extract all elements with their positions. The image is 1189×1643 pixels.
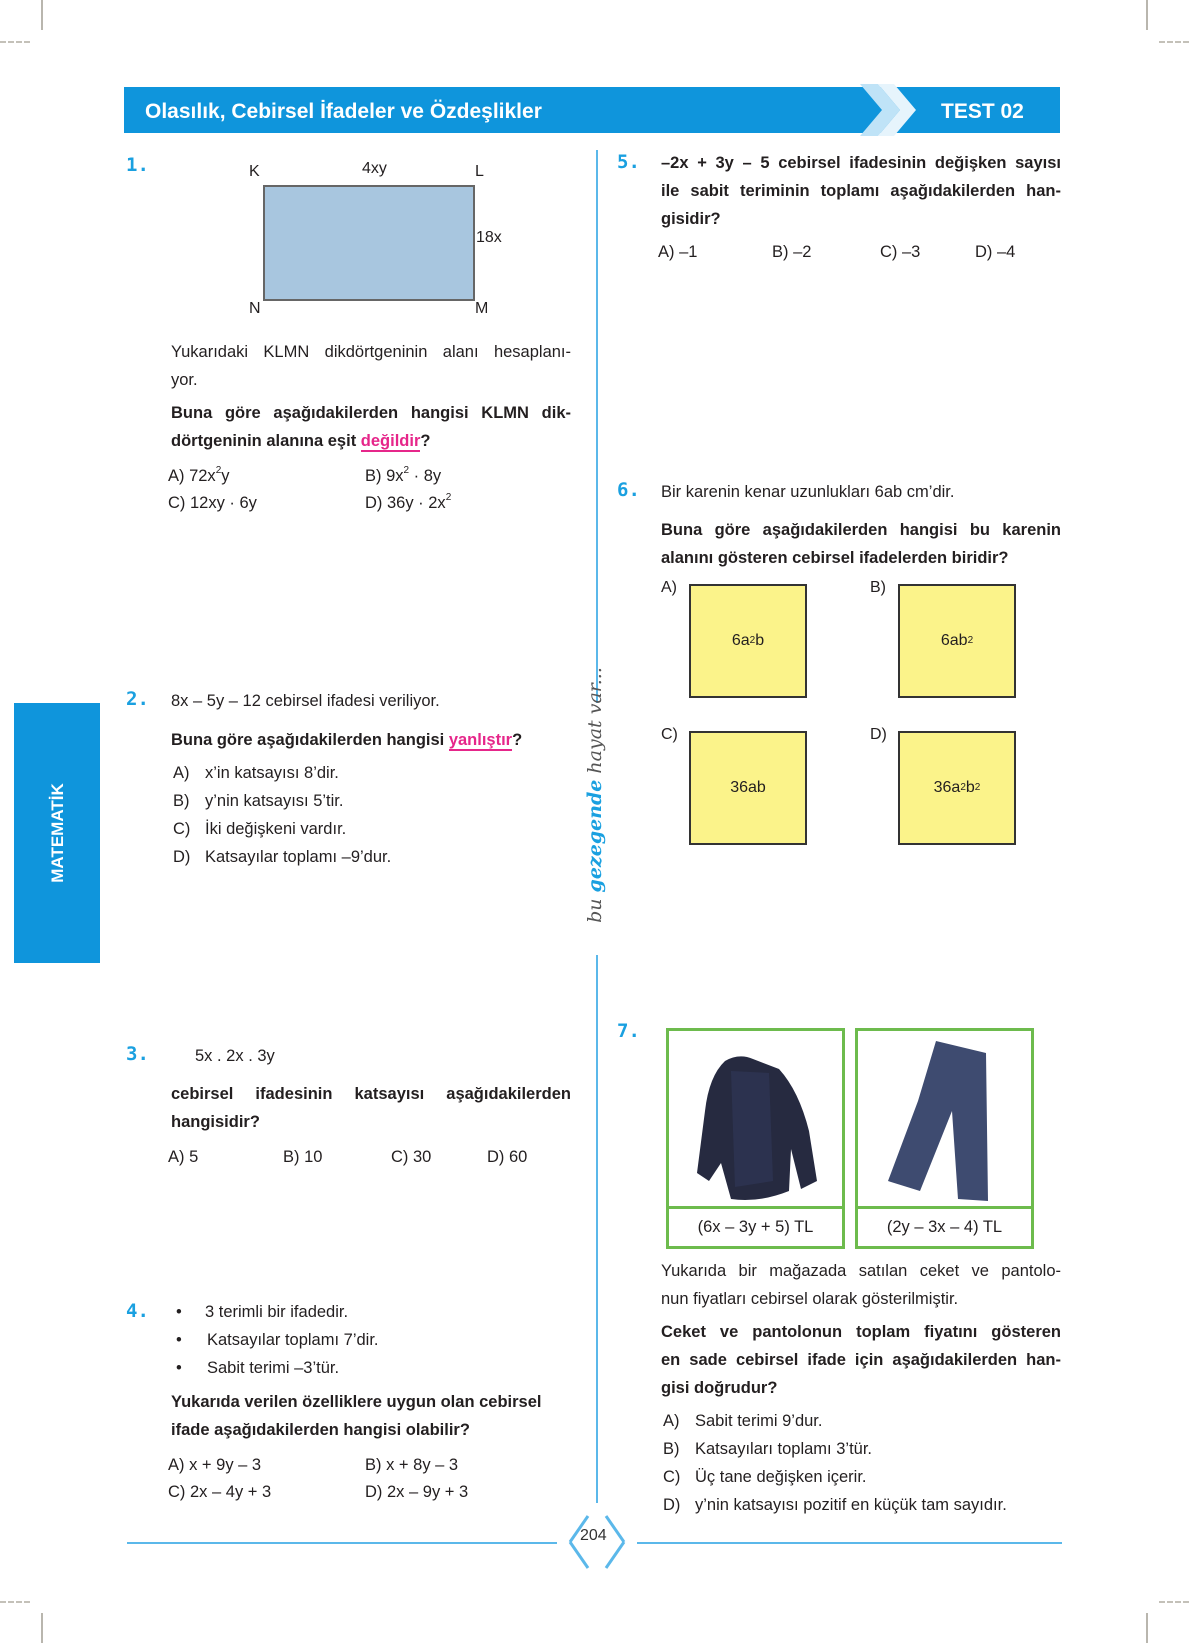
option-c[interactable]: C) 2x – 4y + 3 bbox=[168, 1483, 272, 1501]
question-stem: yor. bbox=[171, 371, 198, 389]
option-c-label: C) bbox=[661, 726, 678, 743]
slogan: bu gezegende hayat var... bbox=[584, 667, 606, 923]
question-prompt: Buna göre aşağıdakilerden hangisi bu karenin bbox=[661, 521, 1061, 539]
test-label: TEST 02 bbox=[941, 100, 1024, 123]
rectangle-klmn bbox=[263, 185, 475, 301]
corner-label-m: M bbox=[475, 300, 489, 317]
option-b-label: B) bbox=[870, 579, 886, 596]
question-number: 4. bbox=[126, 1300, 149, 1322]
option-b[interactable]: B) y’nin katsayısı 5’tir. bbox=[173, 792, 344, 810]
option-c[interactable]: C) 12xy · 6y bbox=[168, 494, 257, 512]
option-a[interactable]: A) x’in katsayısı 8’dir. bbox=[173, 764, 339, 782]
option-d-label: D) bbox=[870, 726, 887, 743]
page-number: 204 bbox=[580, 1527, 607, 1544]
crop-mark bbox=[1159, 1601, 1189, 1603]
corner-label-n: N bbox=[249, 300, 261, 317]
option-b[interactable]: B) x + 8y – 3 bbox=[365, 1456, 459, 1474]
question-stem: nun fiyatları cebirsel olarak gösterilmiştir. bbox=[661, 1290, 959, 1308]
option-d[interactable]: D) y’nin katsayısı pozitif en küçük tam sayıdır. bbox=[663, 1496, 1007, 1514]
crop-mark bbox=[41, 1613, 43, 1643]
question-prompt: Buna göre aşağıdakilerden hangisi yanlıştır? bbox=[171, 731, 523, 749]
option-a[interactable]: A) $72x^2y$ bbox=[168, 465, 230, 485]
crop-mark bbox=[1146, 1613, 1148, 1643]
question-number: 5. bbox=[617, 151, 640, 173]
option-a[interactable]: A) –1 bbox=[658, 243, 698, 261]
crop-mark bbox=[0, 1601, 30, 1603]
option-b[interactable]: B) $9x^2 \cdot 8y$ bbox=[365, 465, 442, 485]
crop-mark bbox=[1159, 41, 1189, 43]
option-c-square[interactable]: 36ab bbox=[689, 731, 807, 845]
emphasis: yanlıştır bbox=[448, 731, 513, 749]
option-d-square[interactable]: 36a 2 b 2 bbox=[898, 731, 1016, 845]
question-number: 7. bbox=[617, 1020, 640, 1042]
option-b-square[interactable]: 6ab 2 bbox=[898, 584, 1016, 698]
pants-price: (2y – 3x – 4) TL bbox=[855, 1206, 1034, 1249]
emphasis: değildir bbox=[360, 432, 421, 450]
footer-rule bbox=[127, 1542, 557, 1544]
option-c[interactable]: C) –3 bbox=[880, 243, 921, 261]
subject-label: MATEMATİK bbox=[48, 783, 67, 883]
corner-label-l: L bbox=[475, 163, 484, 180]
crop-mark bbox=[0, 41, 30, 43]
option-d[interactable]: D) –4 bbox=[975, 243, 1016, 261]
question-number: 6. bbox=[617, 479, 640, 501]
question-prompt: –2x + 3y – 5 cebirsel ifadesinin değişken sayısı bbox=[661, 154, 1061, 172]
corner-label-k: K bbox=[249, 163, 260, 180]
bullet-item: • 3 terimli bir ifadedir. bbox=[176, 1298, 348, 1326]
question-stem: Bir karenin kenar uzunlukları 6ab cm’dir. bbox=[661, 483, 955, 501]
column-divider bbox=[596, 955, 598, 1503]
question-stem: Yukarıda bir mağazada satılan ceket ve pantolo- bbox=[661, 1262, 1061, 1280]
option-c[interactable]: C) İki değişkeni vardır. bbox=[173, 820, 347, 838]
crop-mark bbox=[41, 0, 43, 30]
crop-mark bbox=[1146, 0, 1148, 30]
question-prompt: ile sabit teriminin toplamı aşağıdakilerden han- bbox=[661, 182, 1061, 200]
question-prompt: cebirsel ifadesinin katsayısı aşağıdakilerden bbox=[171, 1085, 571, 1103]
jacket-price: (6x – 3y + 5) TL bbox=[666, 1206, 845, 1249]
column-divider bbox=[596, 150, 598, 703]
question-prompt: dörtgeninin alanına eşit değildir? bbox=[171, 432, 431, 450]
question-prompt: hangisidir? bbox=[171, 1113, 260, 1131]
question-prompt: gisidir? bbox=[661, 210, 721, 228]
option-d[interactable]: D) 2x – 9y + 3 bbox=[365, 1483, 469, 1501]
question-prompt: en sade cebirsel ifade için aşağıdakilerden han- bbox=[661, 1351, 1061, 1369]
question-stem: Yukarıdaki KLMN dikdörtgeninin alanı hesaplanı- bbox=[171, 343, 571, 361]
question-prompt: ifade aşağıdakilerden hangisi olabilir? bbox=[171, 1421, 470, 1439]
bullet-icon: • bbox=[176, 1331, 182, 1349]
pants-icon bbox=[858, 1031, 1031, 1212]
jacket-icon bbox=[669, 1031, 842, 1212]
bullet-item: • Katsayılar toplamı 7’dir. bbox=[176, 1326, 379, 1354]
pants-image-frame bbox=[855, 1028, 1034, 1215]
option-a[interactable]: A) Sabit terimi 9’dur. bbox=[663, 1412, 823, 1430]
option-b[interactable]: B) Katsayıları toplamı 3’tür. bbox=[663, 1440, 872, 1458]
bullet-item: • Sabit terimi –3’tür. bbox=[176, 1354, 339, 1382]
question-prompt: Ceket ve pantolonun toplam fiyatını gösteren bbox=[661, 1323, 1061, 1341]
option-c[interactable]: C) Üç tane değişken içerir. bbox=[663, 1468, 867, 1486]
option-a[interactable]: A) x + 9y – 3 bbox=[168, 1456, 262, 1474]
page-title: Olasılık, Cebirsel İfadeler ve Özdeşlikler bbox=[145, 100, 542, 123]
option-a-label: A) bbox=[661, 579, 677, 596]
side-label-right: 18x bbox=[476, 229, 502, 246]
option-a-square[interactable]: 6a 2 b bbox=[689, 584, 807, 698]
bullet-icon: • bbox=[176, 1359, 182, 1377]
footer-rule bbox=[637, 1542, 1062, 1544]
option-d[interactable]: D) Katsayılar toplamı –9’dur. bbox=[173, 848, 392, 866]
question-number: 3. bbox=[126, 1043, 149, 1065]
option-a[interactable]: A) 5 bbox=[168, 1148, 199, 1166]
bullet-icon: • bbox=[176, 1303, 182, 1321]
question-prompt: Yukarıda verilen özelliklere uygun olan cebirsel bbox=[171, 1393, 542, 1411]
option-b[interactable]: B) 10 bbox=[283, 1148, 323, 1166]
option-d[interactable]: D) $36y \cdot 2x^2$ bbox=[365, 492, 452, 512]
side-label-top: 4xy bbox=[362, 160, 387, 177]
jacket-image-frame bbox=[666, 1028, 845, 1215]
question-number: 1. bbox=[126, 154, 149, 176]
question-stem: 8x – 5y – 12 cebirsel ifadesi veriliyor. bbox=[171, 692, 440, 710]
double-chevron-icon bbox=[860, 84, 920, 136]
question-prompt: alanını gösteren cebirsel ifadelerden biridir? bbox=[661, 549, 1009, 567]
question-prompt: gisi doğrudur? bbox=[661, 1379, 778, 1397]
question-prompt: Buna göre aşağıdakilerden hangisi KLMN dik- bbox=[171, 404, 571, 422]
question-number: 2. bbox=[126, 688, 149, 710]
option-c[interactable]: C) 30 bbox=[391, 1148, 432, 1166]
option-d[interactable]: D) 60 bbox=[487, 1148, 528, 1166]
expression: 5x . 2x . 3y bbox=[195, 1047, 275, 1065]
option-b[interactable]: B) –2 bbox=[772, 243, 812, 261]
